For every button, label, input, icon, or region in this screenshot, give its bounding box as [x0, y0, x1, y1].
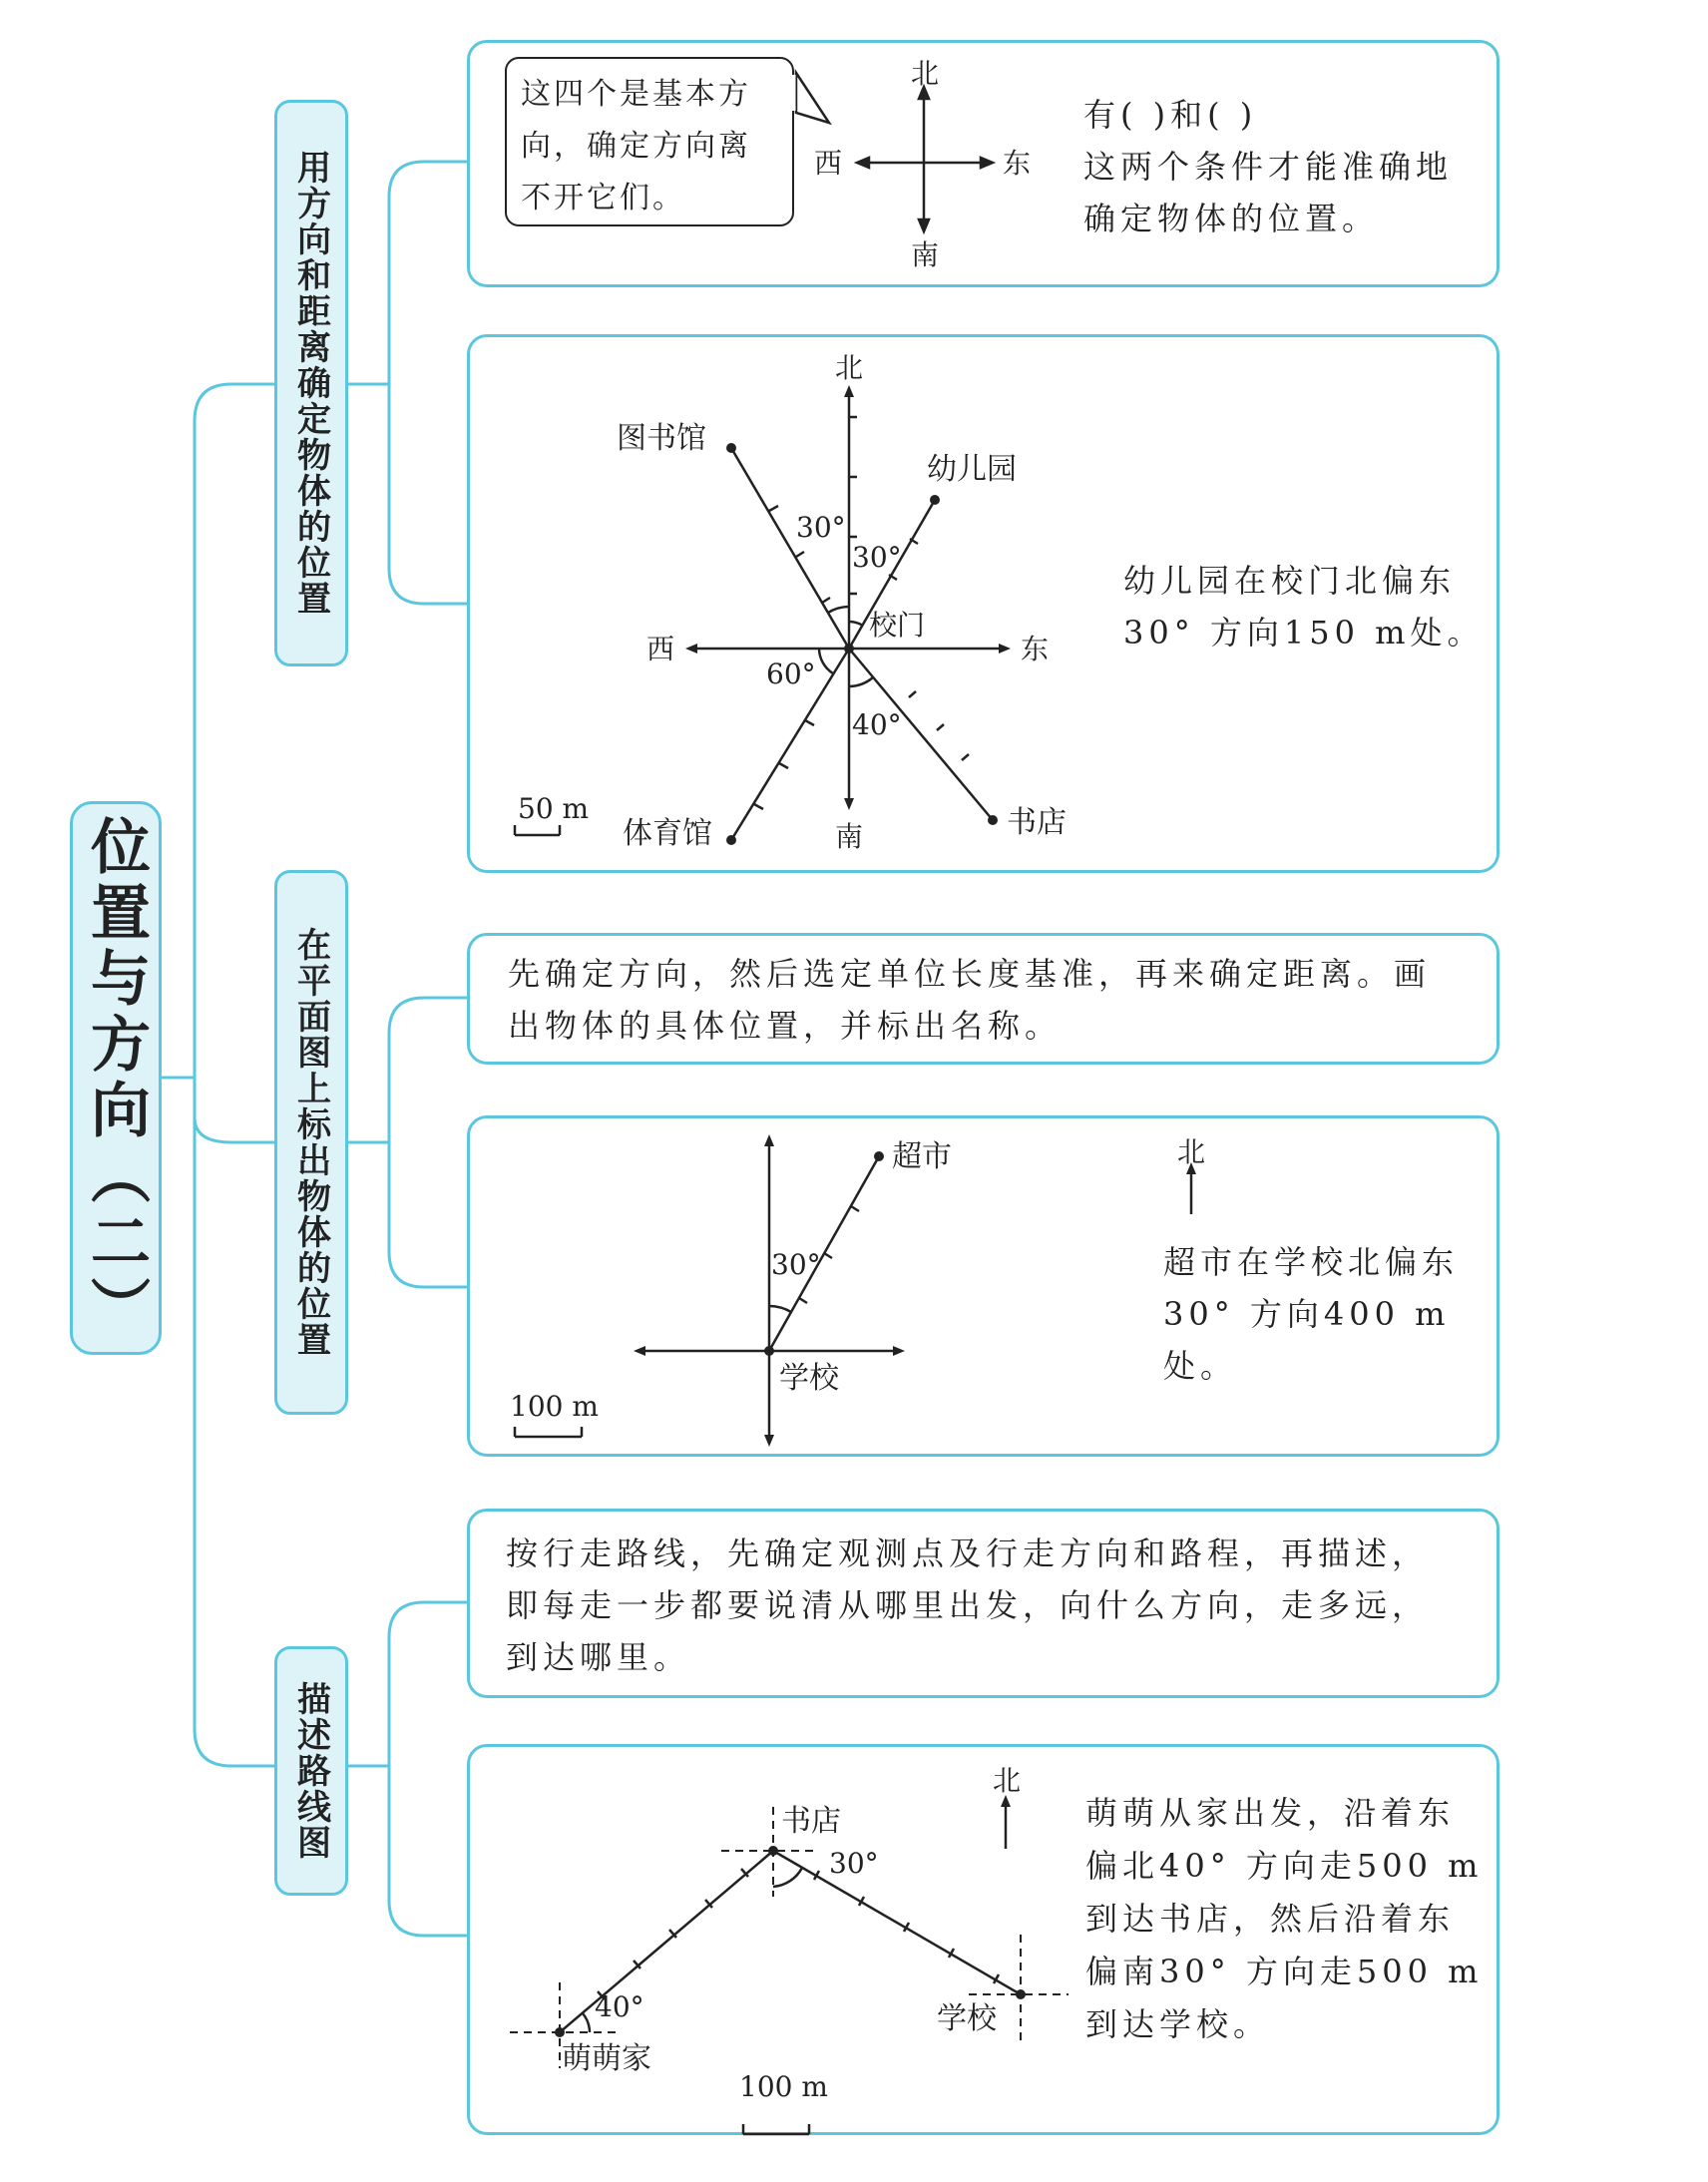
bookstore-label: 书店 [1007, 805, 1067, 840]
north-label: 北 [1177, 1135, 1206, 1168]
steps-line-2: 出物体的具体位置，并标出名称。 [508, 1007, 1063, 1045]
desc-line-2: 偏北40° 方向走500 m [1085, 1847, 1484, 1885]
condition-line-3: 确定物体的位置。 [1083, 200, 1380, 237]
panel-school-gate-map [467, 334, 1499, 873]
kindergarten-label: 幼儿园 [927, 452, 1017, 487]
north-label: 北 [911, 57, 940, 90]
angle-library: 30° [796, 511, 846, 544]
desc-line-1: 萌萌从家出发，沿着东 [1085, 1794, 1456, 1832]
west-label: 西 [814, 147, 843, 180]
branch-label: 在平面图上标出物体的位置 [290, 927, 331, 1358]
gym-label: 体育馆 [623, 816, 712, 851]
root-node [70, 801, 162, 1355]
school-label: 学校 [779, 1361, 839, 1396]
scale-label: 100 m [510, 1390, 599, 1423]
south-label: 南 [911, 238, 940, 271]
desc-line-1: 幼儿园在校门北偏东 [1123, 562, 1457, 600]
branch-direction-distance [274, 100, 348, 666]
branch-label: 用方向和距离确定物体的位置 [290, 150, 331, 617]
steps-line-1: 先确定方向，然后选定单位长度基准，再来确定距离。画 [508, 955, 1432, 993]
branch-route-map [274, 1646, 348, 1896]
branch-plan-marking [274, 870, 348, 1415]
route-line-1: 按行走路线，先确定观测点及行走方向和路程，再描述， [506, 1534, 1430, 1572]
desc-line-3: 到达书店，然后沿着东 [1085, 1900, 1456, 1938]
angle-label: 30° [771, 1248, 821, 1281]
east-label: 东 [1003, 147, 1032, 180]
panel-plan-steps [467, 933, 1499, 1065]
angle-bookstore: 40° [852, 708, 902, 741]
desc-line-5: 到达学校。 [1085, 2005, 1271, 2043]
panel-route-map [467, 1744, 1499, 2135]
south-label: 南 [835, 820, 864, 853]
desc-line-2: 30° 方向400 m处。 [1163, 1295, 1451, 1385]
west-label: 西 [646, 633, 675, 665]
speech-bubble: 这四个是基本方向，确定方向离不开它们。 [505, 57, 794, 226]
route-line-3: 到达哪里。 [506, 1638, 691, 1676]
school-label: 学校 [937, 2001, 997, 2036]
angle-gym: 60° [766, 657, 816, 690]
east-label: 东 [1021, 633, 1050, 665]
home-label: 萌萌家 [562, 2041, 651, 2076]
bubble-tail [796, 73, 829, 123]
condition-line-1: 有( )和( ) [1083, 96, 1258, 134]
north-label: 北 [993, 1764, 1022, 1797]
angle-home: 40° [595, 1990, 644, 2023]
panel-basic-directions [467, 40, 1499, 287]
gate-label: 校门 [869, 609, 926, 642]
panel-route-steps [467, 1509, 1499, 1698]
angle-kindergarten: 30° [852, 541, 902, 574]
desc-line-1: 超市在学校北偏东 [1163, 1243, 1460, 1281]
scale-label: 100 m [739, 2070, 828, 2103]
route-line-2: 即每走一步都要说清从哪里出发，向什么方向，走多远， [506, 1586, 1430, 1624]
branch-label: 描述路线图 [290, 1681, 331, 1861]
condition-line-2: 这两个条件才能准确地 [1083, 148, 1454, 186]
scale-label: 50 m [518, 792, 590, 825]
panel-supermarket-map [467, 1115, 1499, 1457]
supermarket-label: 超市 [892, 1139, 952, 1174]
north-label: 北 [835, 351, 864, 384]
angle-bookstore: 30° [829, 1847, 879, 1880]
desc-line-2: 30° 方向150 m处。 [1123, 614, 1485, 652]
library-label: 图书馆 [617, 421, 706, 456]
root-title: 位置与方向（二） [81, 814, 151, 1342]
desc-line-4: 偏南30° 方向走500 m [1085, 1953, 1484, 1990]
bookstore-label: 书店 [781, 1804, 841, 1839]
